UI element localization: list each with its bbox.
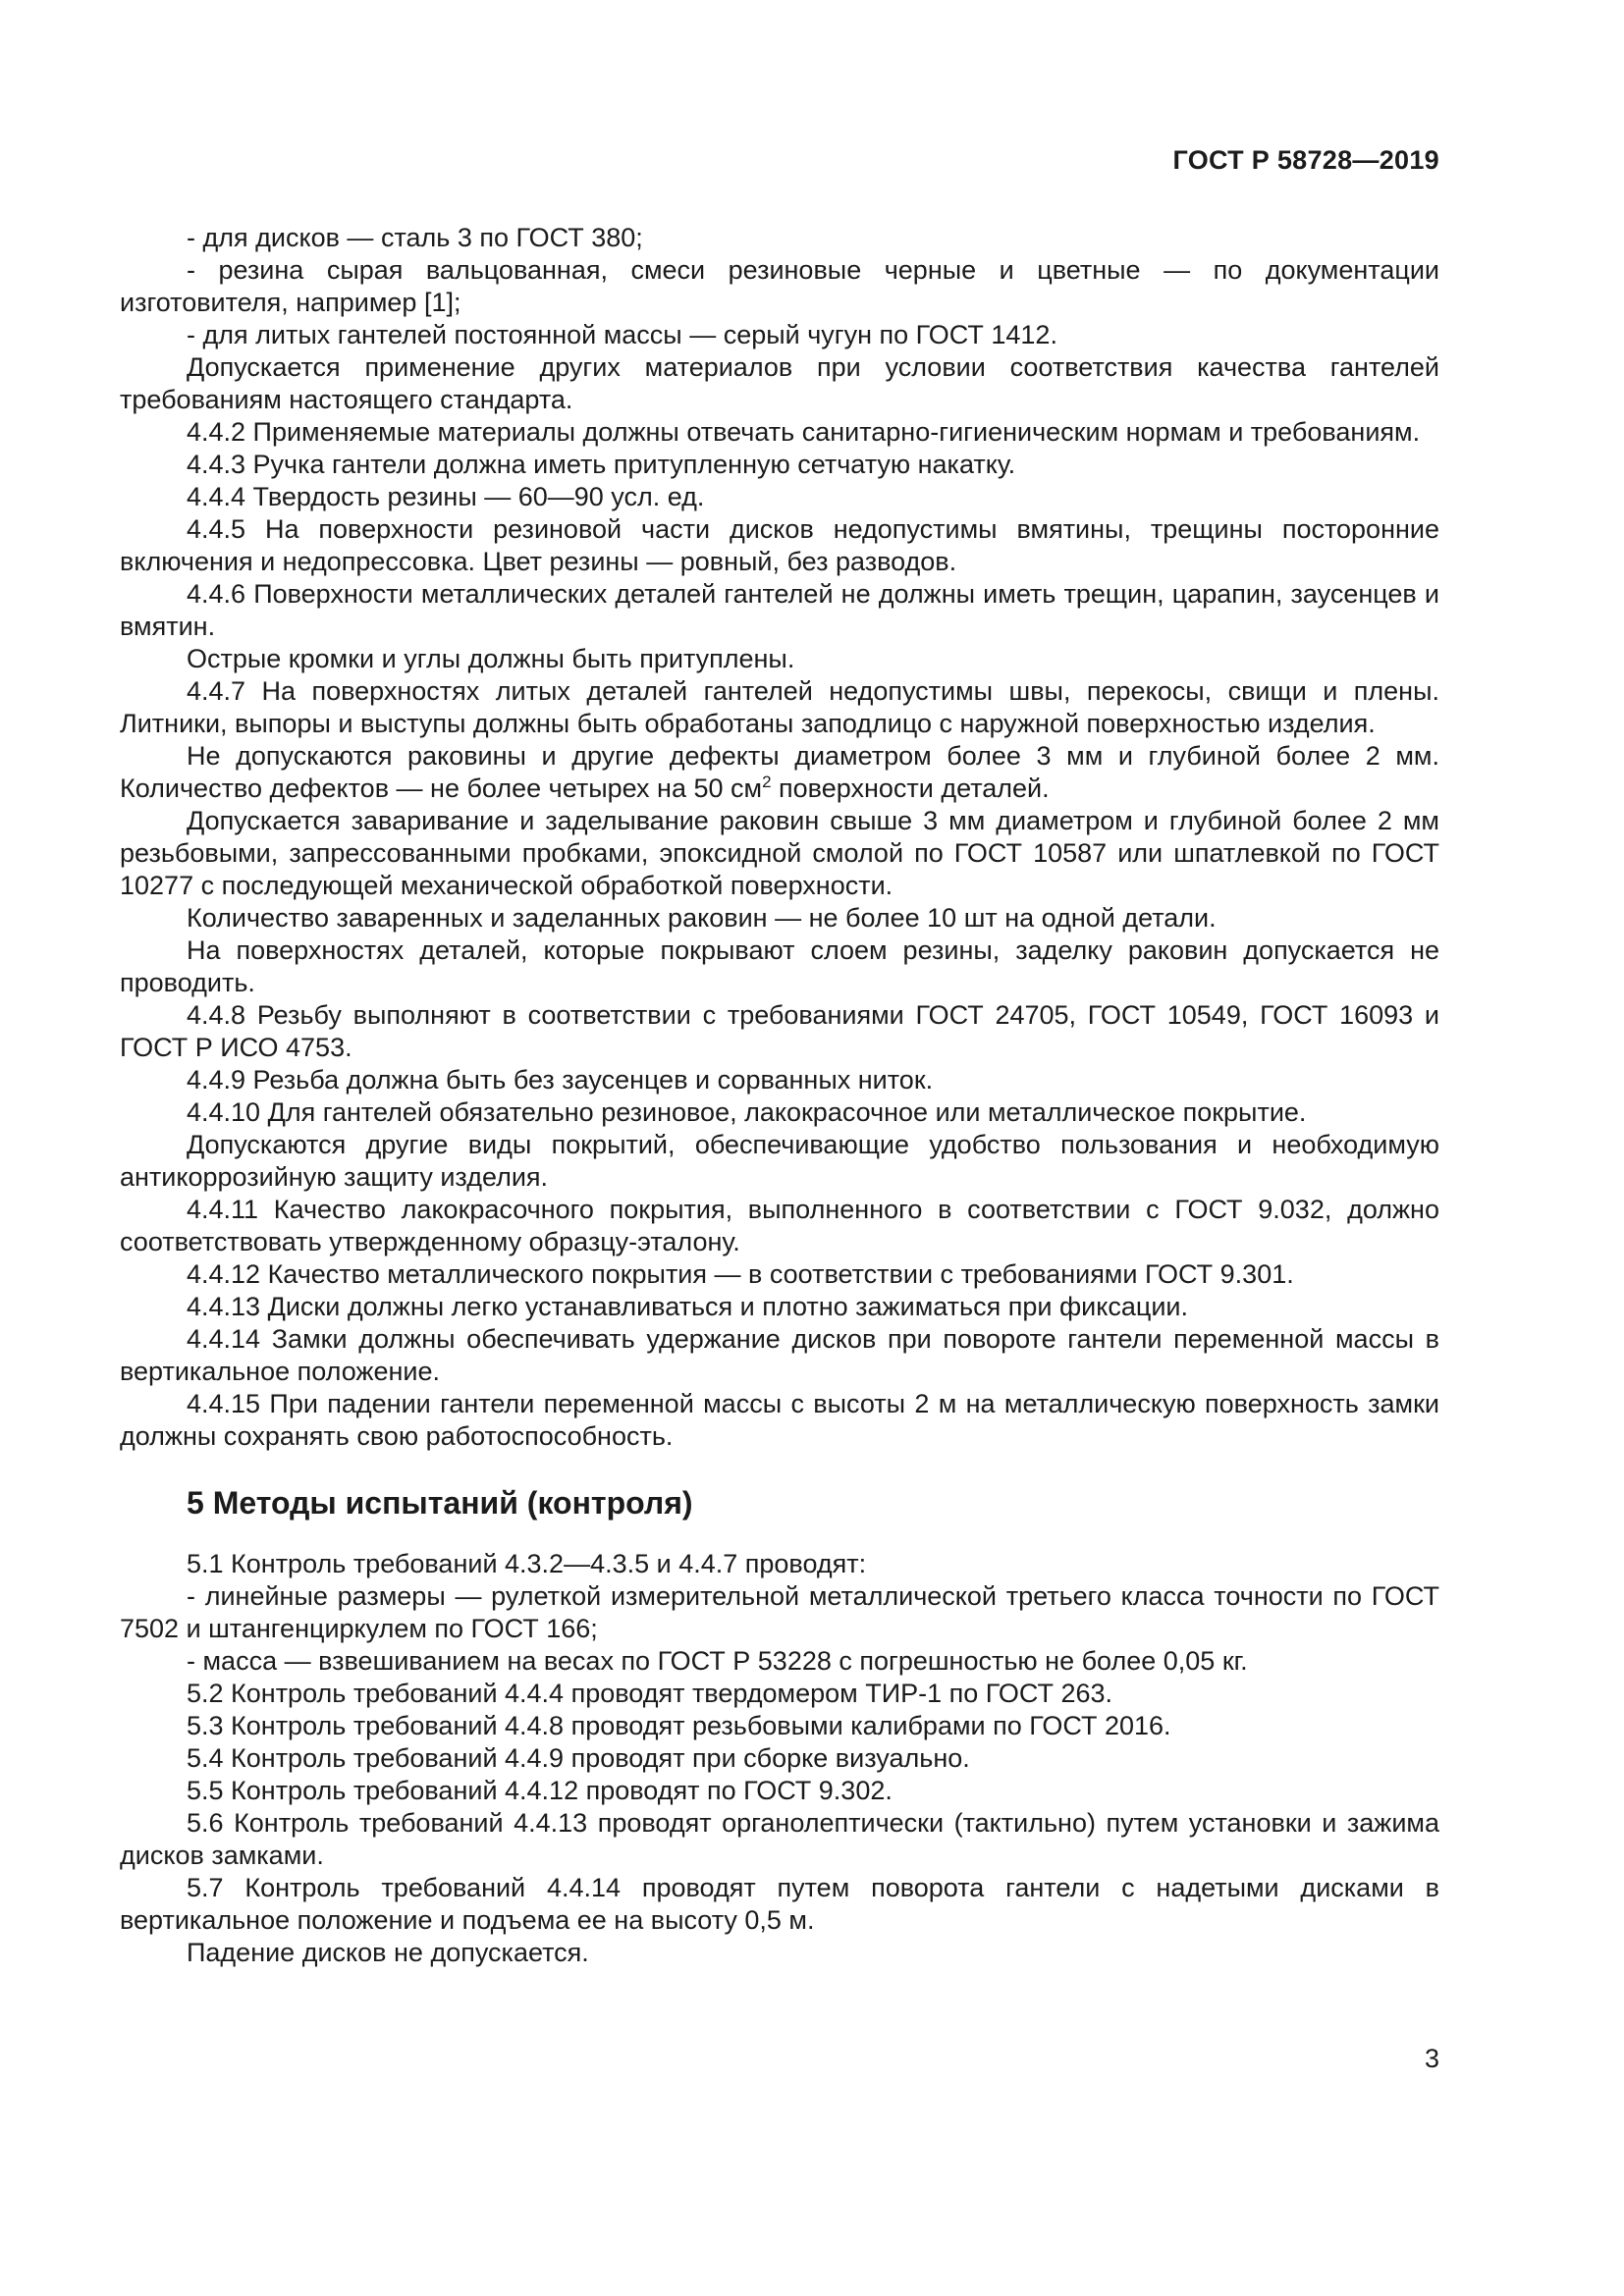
- paragraph: 4.4.5 На поверхности резиновой части дисков недопустимы вмятины, трещины посторонние включения и недопрессовка. Цвет резины — ровный, без разводов.: [120, 514, 1439, 576]
- paragraph: 4.4.9 Резьба должна быть без заусенцев и сорванных ниток.: [187, 1065, 934, 1095]
- paragraph: 5.2 Контроль требований 4.4.4 проводят твердомером ТИР-1 по ГОСТ 263.: [187, 1679, 1113, 1708]
- paragraph: 4.4.3 Ручка гантели должна иметь притупленную сетчатую накатку.: [187, 450, 1016, 479]
- paragraph: 5.7 Контроль требований 4.4.14 проводят путем поворота гантели с надетыми дисками в вертикальное положение и подъема ее на высоту 0,5 м.: [120, 1873, 1439, 1935]
- document-header: ГОСТ Р 58728—2019: [1172, 145, 1439, 175]
- superscript: 2: [762, 773, 772, 791]
- paragraph: 5.5 Контроль требований 4.4.12 проводят по ГОСТ 9.302.: [187, 1776, 893, 1805]
- paragraph: Допускается заваривание и заделывание раковин свыше 3 мм диаметром и глубиной более 2 мм резьбовыми, запрессованными пробками, эпоксидной смолой по ГОСТ 10587 или шпатлевкой по ГОСТ 10277 с последующей механической обработкой поверхности.: [120, 806, 1439, 900]
- paragraph: 4.4.12 Качество металлического покрытия — в соответствии с требованиями ГОСТ 9.301.: [187, 1259, 1294, 1289]
- paragraph: Допускаются другие виды покрытий, обеспечивающие удобство пользования и необходимую антикоррозийную защиту изделия.: [120, 1130, 1439, 1192]
- paragraph: 5.4 Контроль требований 4.4.9 проводят при сборке визуально.: [187, 1743, 970, 1773]
- paragraph: Острые кромки и углы должны быть притуплены.: [187, 644, 795, 673]
- paragraph: 4.4.6 Поверхности металлических деталей гантелей не должны иметь трещин, царапин, заусенцев и вмятин.: [120, 579, 1439, 641]
- paragraph: На поверхностях деталей, которые покрывают слоем резины, заделку раковин допускается не проводить.: [120, 935, 1439, 997]
- paragraph: 4.4.10 Для гантелей обязательно резиновое, лакокрасочное или металлическое покрытие.: [187, 1097, 1307, 1127]
- paragraph: 4.4.2 Применяемые материалы должны отвечать санитарно-гигиеническим нормам и требованиям.: [187, 417, 1421, 447]
- paragraph: - линейные размеры — рулеткой измерительной металлической третьего класса точности по ГОСТ 7502 и штангенциркулем по ГОСТ 166;: [120, 1581, 1439, 1643]
- paragraph: - для дисков — сталь 3 по ГОСТ 380;: [187, 223, 643, 252]
- paragraph: - для литых гантелей постоянной массы — серый чугун по ГОСТ 1412.: [187, 320, 1057, 349]
- paragraph: 4.4.4 Твердость резины — 60—90 усл. ед.: [187, 482, 705, 511]
- page-number: 3: [1424, 2044, 1439, 2073]
- paragraph: 4.4.8 Резьбу выполняют в соответствии с требованиями ГОСТ 24705, ГОСТ 10549, ГОСТ 16093 и ГОСТ Р ИСО 4753.: [120, 1000, 1439, 1062]
- paragraph: 5.3 Контроль требований 4.4.8 проводят резьбовыми калибрами по ГОСТ 2016.: [187, 1711, 1171, 1740]
- paragraph: - масса — взвешиванием на весах по ГОСТ Р 53228 с погрешностью не более 0,05 кг.: [187, 1646, 1248, 1676]
- paragraph: 5.6 Контроль требований 4.4.13 проводят органолептически (тактильно) путем установки и зажима дисков замками.: [120, 1808, 1439, 1870]
- section-heading: 5 Методы испытаний (контроля): [187, 1485, 693, 1521]
- paragraph: 4.4.13 Диски должны легко устанавливаться и плотно зажиматься при фиксации.: [187, 1292, 1189, 1321]
- paragraph: 4.4.15 При падении гантели переменной массы с высоты 2 м на металлическую поверхность замки должны сохранять свою работоспособность.: [120, 1389, 1439, 1451]
- defects-text: Не допускаются раковины и другие дефекты диаметром более 3 мм и глубиной более 2 мм. Количество дефектов — не более четырех на 50 см: [120, 741, 1439, 803]
- document-body: [120, 222, 1439, 1969]
- paragraph: Падение дисков не допускается.: [187, 1938, 589, 1967]
- section-5-methods: [120, 1548, 1439, 1969]
- paragraph: 4.4.7 На поверхностях литых деталей гантелей недопустимы швы, перекосы, свищи и плены. Литники, выпоры и выступы должны быть обработаны заподлицо с наружной поверхностью изделия.: [120, 676, 1439, 738]
- paragraph: Количество заваренных и заделанных раковин — не более 10 шт на одной детали.: [187, 903, 1217, 933]
- section-4-requirements: [120, 222, 1439, 1453]
- paragraph: Допускается применение других материалов при условии соответствия качества гантелей требованиям настоящего стандарта.: [120, 352, 1439, 414]
- paragraph: 4.4.11 Качество лакокрасочного покрытия, выполненного в соответствии с ГОСТ 9.032, должно соответствовать утвержденному образцу-эталону.: [120, 1195, 1439, 1256]
- paragraph: 4.4.14 Замки должны обеспечивать удержание дисков при повороте гантели переменной массы в вертикальное положение.: [120, 1324, 1439, 1386]
- defects-text-end: поверхности деталей.: [771, 774, 1050, 803]
- defects-paragraph: [120, 740, 1439, 805]
- paragraph: - резина сырая вальцованная, смеси резиновые черные и цветные — по документации изготовителя, например [1];: [120, 255, 1439, 317]
- paragraph: 5.1 Контроль требований 4.3.2—4.3.5 и 4.4.7 проводят:: [187, 1549, 867, 1578]
